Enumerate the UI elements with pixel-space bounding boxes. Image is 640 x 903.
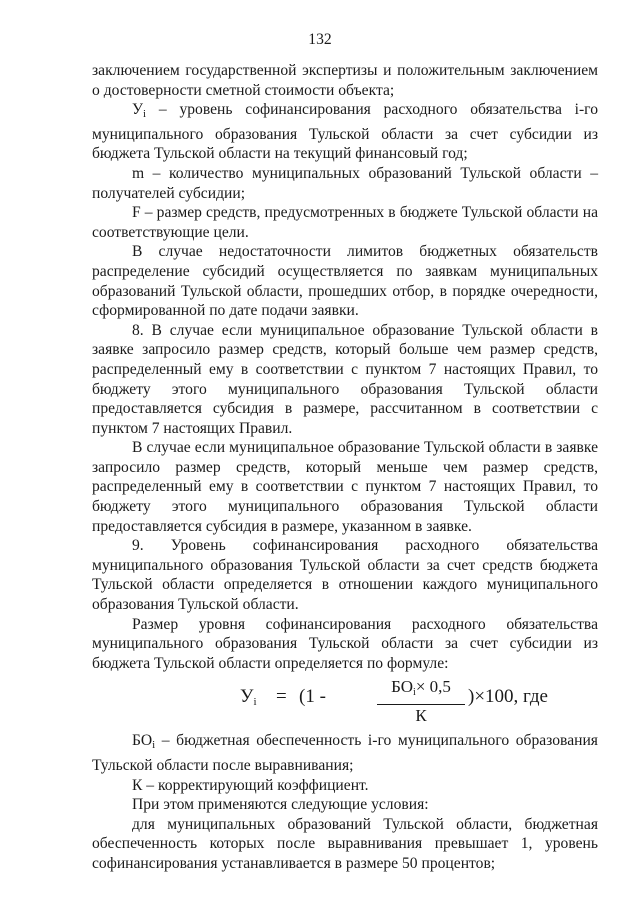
formula-fraction: [377, 677, 465, 725]
paragraph: К – корректирующий коэффициент.: [132, 776, 369, 794]
paragraph: для муниципальных образований Тульской области, бюджетная обеспеченность которых после выравнивания превышает 1, уровень софинансирования устанавливается в размере 50 процентов;: [92, 815, 598, 872]
paragraph: 9. Уровень софинансирования расходного обязательства муниципального образования Тульской области за счет средств бюджета Тульской области определяется в отношении каждого муниципального образования Тульской области.: [92, 537, 598, 614]
page-number: 132: [308, 31, 332, 48]
paragraph: При этом применяются следующие условия:: [132, 796, 429, 814]
paragraph-bo-definition: [92, 731, 598, 775]
symbol-index-i: i: [143, 108, 147, 121]
formula-denominator: К: [415, 706, 427, 725]
formula: [92, 675, 598, 727]
document-body: [92, 61, 598, 874]
symbol-index-i: i: [152, 739, 156, 752]
formula-open: (1 -: [299, 686, 326, 708]
paragraph-y-definition: [92, 100, 598, 164]
paragraph: m – количество муниципальных образований Тульской области – получателей субсидии;: [92, 164, 598, 202]
formula-numerator: $БО_i\times 0,5$: [377, 677, 465, 705]
paragraph: 8. В случае если муниципальное образование Тульской области в заявке запросило размер средств, который больше чем размер средств, распределенный ему в соответствии с пунктом 7 настоящих Правил, то бюджету этого муниципального образования Тульской области предоставляется субсидия в размере, рассчитанном в соответствии с пунктом 7 настоящих Правил.: [92, 321, 598, 437]
formula-equals: =: [276, 686, 287, 708]
paragraph: В случае если муниципальное образование Тульской области в заявке запросило размер средств, который меньше чем размер средств, распределенный ему в соответствии с пунктом 7 настоящих Правил, то бюджету этого муниципального образования Тульской области предоставляется субсидия в размере, указанном в заявке.: [92, 439, 598, 535]
paragraph: F – размер средств, предусмотренных в бюджете Тульской области на соответствующие цели.: [92, 204, 598, 241]
paragraph: заключением государственной экспертизы и положительным заключением о достоверности сметной стоимости объекта;: [92, 62, 598, 99]
symbol-bo: БО: [132, 732, 153, 750]
paragraph: В случае недостаточности лимитов бюджетных обязательств распределение субсидий осуществляется по заявкам муниципальных образований Тульской области, прошедших отбор, в порядке очередности, сформированной по дате подачи заявки.: [92, 243, 598, 320]
paragraph-text: – уровень софинансирования расходного обязательства i-го муниципального образования Тульской области за счет субсидии из бюджета Тульской области на текущий финансовый год;: [92, 101, 598, 163]
formula-close: )×100, где: [468, 686, 548, 708]
formula-lhs: $У_i$: [240, 686, 257, 709]
symbol-y: У: [132, 101, 144, 119]
paragraph-text: – бюджетная обеспеченность i-го муниципального образования Тульской области после выравнивания;: [92, 732, 598, 774]
paragraph: Размер уровня софинансирования расходного обязательства муниципального образования Тульской области за счет субсидии из бюджета Тульской области определяется по формуле:: [92, 615, 598, 672]
